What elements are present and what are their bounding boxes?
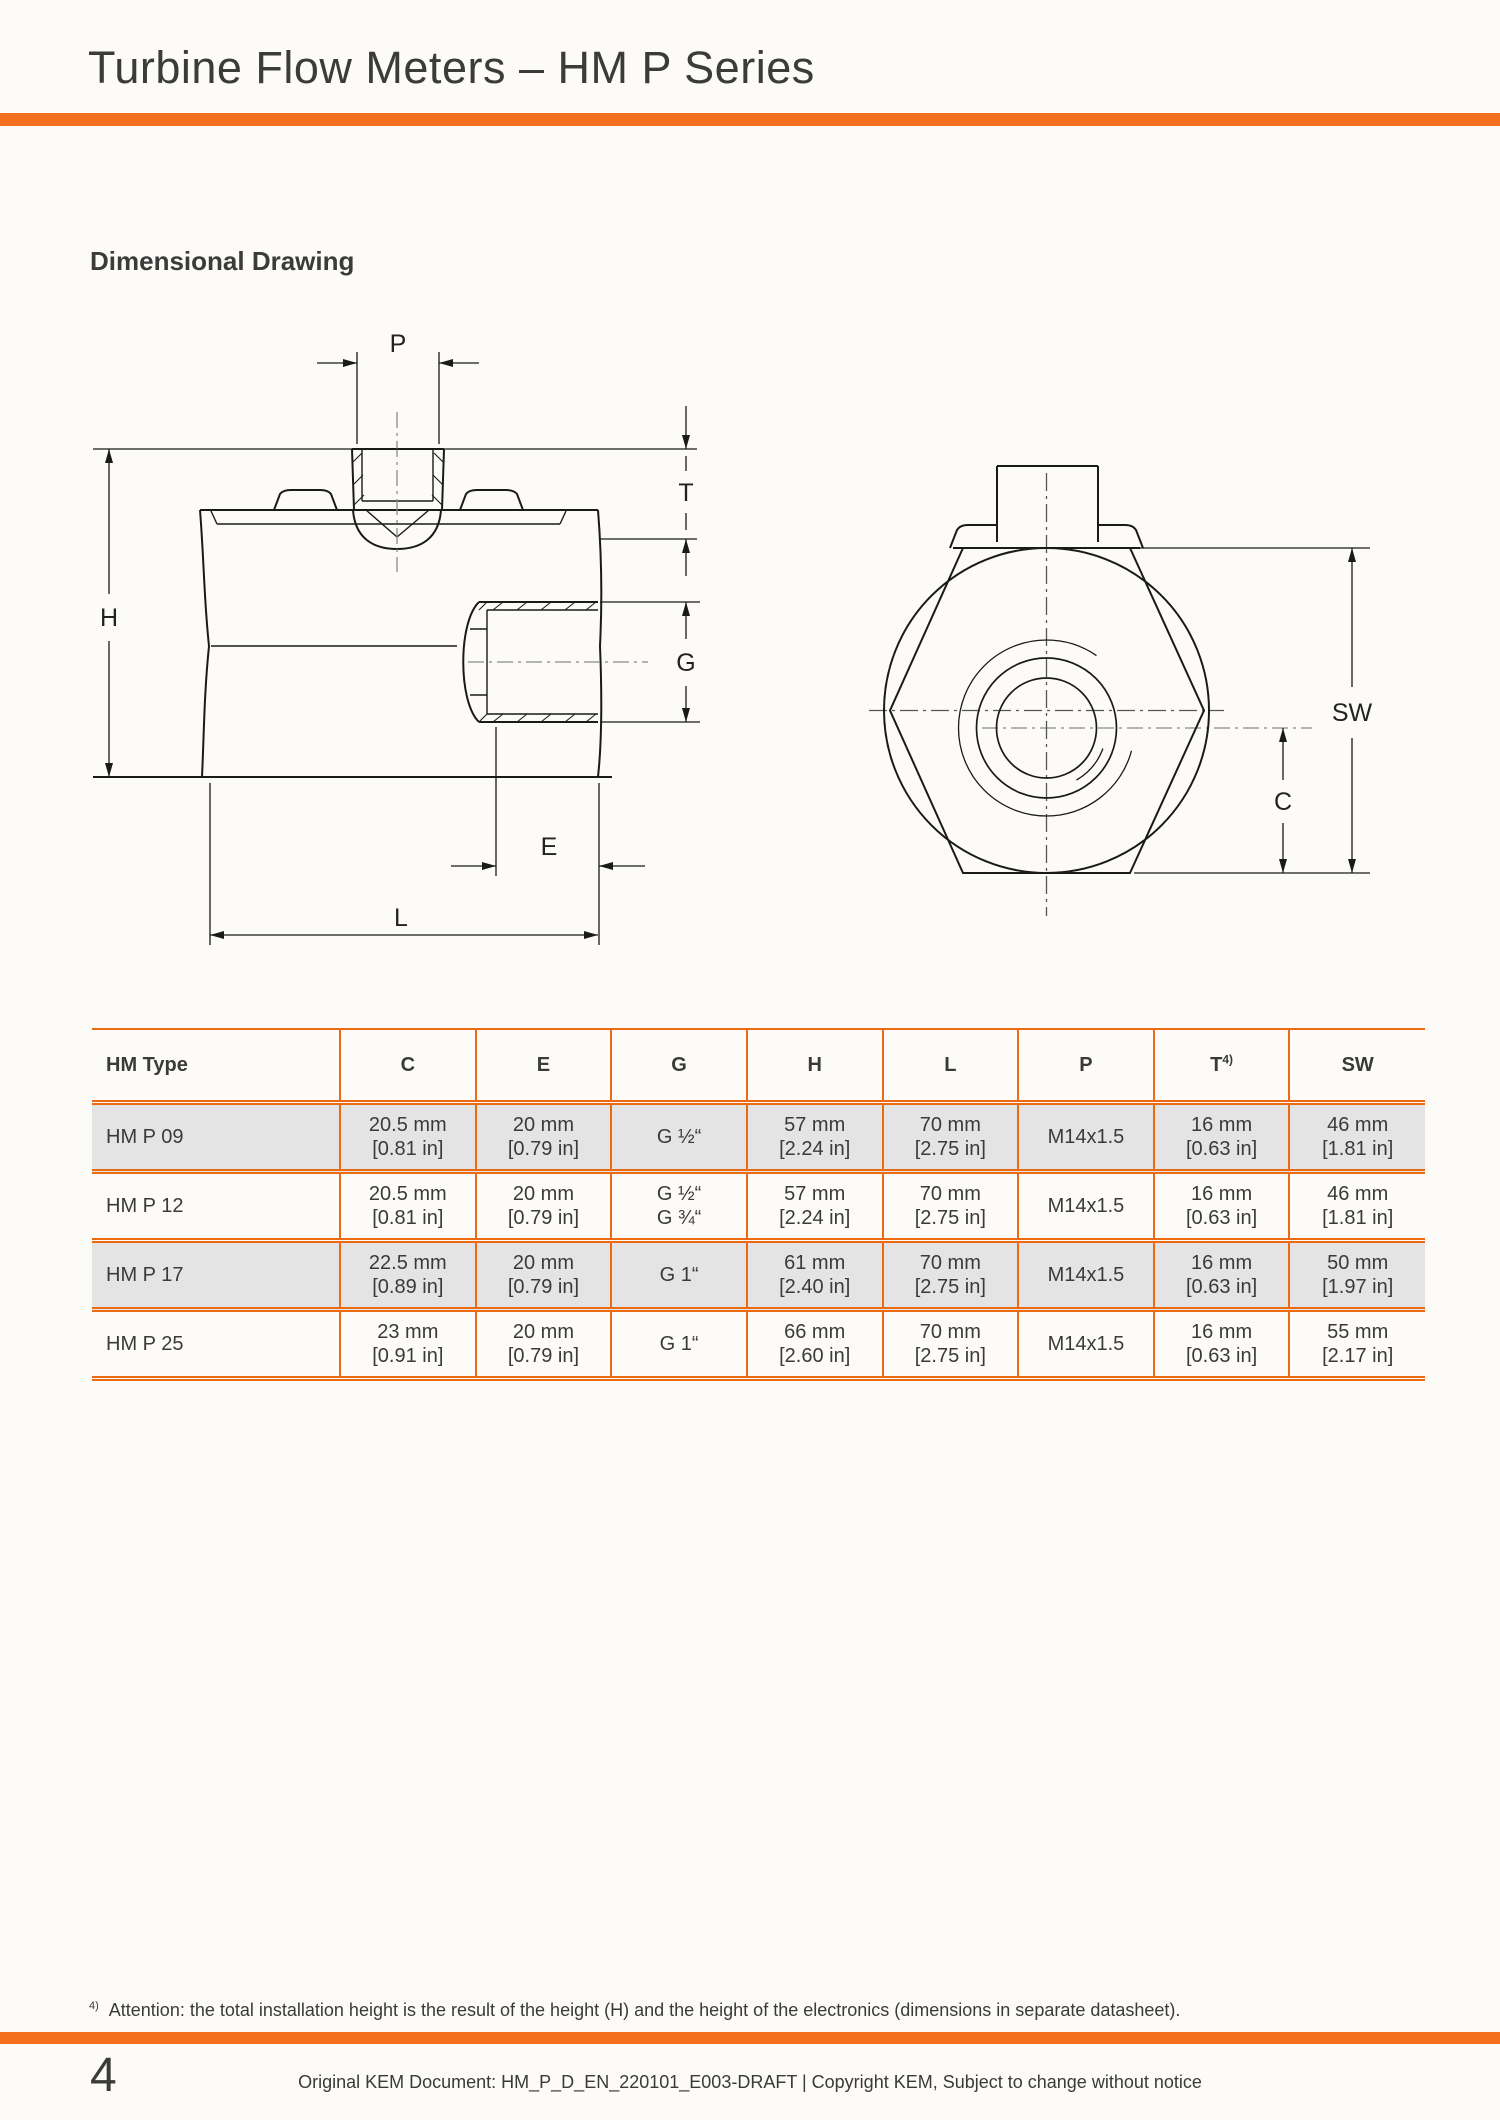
cell-value: 23 mm [0.91 in] <box>340 1310 476 1379</box>
dimensional-drawing-svg <box>0 280 1500 980</box>
cell-value: 16 mm [0.63 in] <box>1154 1310 1290 1379</box>
cell-hm-type: HM P 17 <box>92 1241 340 1310</box>
cell-value: 20 mm [0.79 in] <box>476 1310 612 1379</box>
table-row <box>92 1310 1425 1379</box>
cell-value: G 1“ <box>611 1241 747 1310</box>
cell-value: 50 mm [1.97 in] <box>1289 1241 1425 1310</box>
dim-label-p: P <box>389 330 407 358</box>
cell-value: G 1“ <box>611 1310 747 1379</box>
cell-value: 70 mm [2.75 in] <box>883 1103 1019 1172</box>
col-header-sw: SW <box>1289 1029 1425 1103</box>
cell-value: M14x1.5 <box>1018 1172 1154 1241</box>
page-title: Turbine Flow Meters – HM P Series <box>88 42 815 93</box>
col-header-t: $T^{4)}$ <box>1154 1029 1290 1103</box>
dim-label-l: L <box>394 904 408 932</box>
header-accent-bar <box>0 113 1500 126</box>
cell-value: 16 mm [0.63 in] <box>1154 1241 1290 1310</box>
cell-value: 57 mm [2.24 in] <box>747 1103 883 1172</box>
cell-value: 20 mm [0.79 in] <box>476 1241 612 1310</box>
hex-centerlines <box>869 473 1224 916</box>
dim-label-t: T <box>678 479 694 507</box>
dim-label-sw: SW <box>1331 699 1373 727</box>
hatch-marks <box>352 453 596 722</box>
dimension-lines-left <box>93 352 700 945</box>
cell-value: 20.5 mm [0.81 in] <box>340 1172 476 1241</box>
side-view-outline <box>93 449 612 777</box>
cell-value: 46 mm [1.81 in] <box>1289 1103 1425 1172</box>
dimensions-table <box>92 1028 1425 1381</box>
cell-value: 70 mm [2.75 in] <box>883 1310 1019 1379</box>
col-header-p: P <box>1018 1029 1154 1103</box>
footer-document-line: Original KEM Document: HM_P_D_EN_220101_E003-DRAFT | Copyright KEM, Subject to change without notice <box>298 2072 1202 2092</box>
table-row <box>92 1103 1425 1172</box>
dim-label-g: G <box>676 649 696 677</box>
cell-value: 22.5 mm [0.89 in] <box>340 1241 476 1310</box>
footer-accent-bar <box>0 2032 1500 2044</box>
centerlines <box>397 412 1312 728</box>
footnote <box>89 2000 1429 2021</box>
cell-value: 20 mm [0.79 in] <box>476 1103 612 1172</box>
table-row <box>92 1241 1425 1310</box>
side-view-details <box>211 449 598 714</box>
cell-hm-type: HM P 12 <box>92 1172 340 1241</box>
col-header-e: E <box>476 1029 612 1103</box>
table-header-row <box>92 1029 1425 1103</box>
cell-value: 61 mm [2.40 in] <box>747 1241 883 1310</box>
section-heading: Dimensional Drawing <box>90 246 355 276</box>
dimensional-drawing <box>0 280 1500 980</box>
cell-value: 20 mm [0.79 in] <box>476 1172 612 1241</box>
col-header-g: G <box>611 1029 747 1103</box>
footnote-marker: 4) <box>89 2000 99 2012</box>
dim-label-e: E <box>540 833 558 861</box>
cell-value: M14x1.5 <box>1018 1310 1154 1379</box>
cell-value: 70 mm [2.75 in] <box>883 1241 1019 1310</box>
cell-value: M14x1.5 <box>1018 1103 1154 1172</box>
dim-label-c: C <box>1273 788 1293 816</box>
col-header-l: L <box>883 1029 1019 1103</box>
table-row <box>92 1172 1425 1241</box>
cell-value: 66 mm [2.60 in] <box>747 1310 883 1379</box>
cell-hm-type: HM P 09 <box>92 1103 340 1172</box>
col-header-c: C <box>340 1029 476 1103</box>
cell-value: 16 mm [0.63 in] <box>1154 1103 1290 1172</box>
cell-value: 55 mm [2.17 in] <box>1289 1310 1425 1379</box>
page-number: 4 <box>90 2049 117 2102</box>
cell-value: G ½“ G ¾“ <box>611 1172 747 1241</box>
cell-value: 57 mm [2.24 in] <box>747 1172 883 1241</box>
cell-value: 46 mm [1.81 in] <box>1289 1172 1425 1241</box>
cell-value: 70 mm [2.75 in] <box>883 1172 1019 1241</box>
cell-hm-type: HM P 25 <box>92 1310 340 1379</box>
cell-value: 20.5 mm [0.81 in] <box>340 1103 476 1172</box>
cell-value: G ½“ <box>611 1103 747 1172</box>
dim-label-h: H <box>99 604 119 632</box>
footnote-text: Attention: the total installation height is the result of the height (H) and the height of the electronics (dimensions in separate datasheet). <box>108 2000 1181 2020</box>
col-header-h: H <box>747 1029 883 1103</box>
cell-value: M14x1.5 <box>1018 1241 1154 1310</box>
cell-value: 16 mm [0.63 in] <box>1154 1172 1290 1241</box>
dimensions-table-wrap <box>92 1028 1425 1381</box>
col-header-hmtype: HM Type <box>92 1029 340 1103</box>
